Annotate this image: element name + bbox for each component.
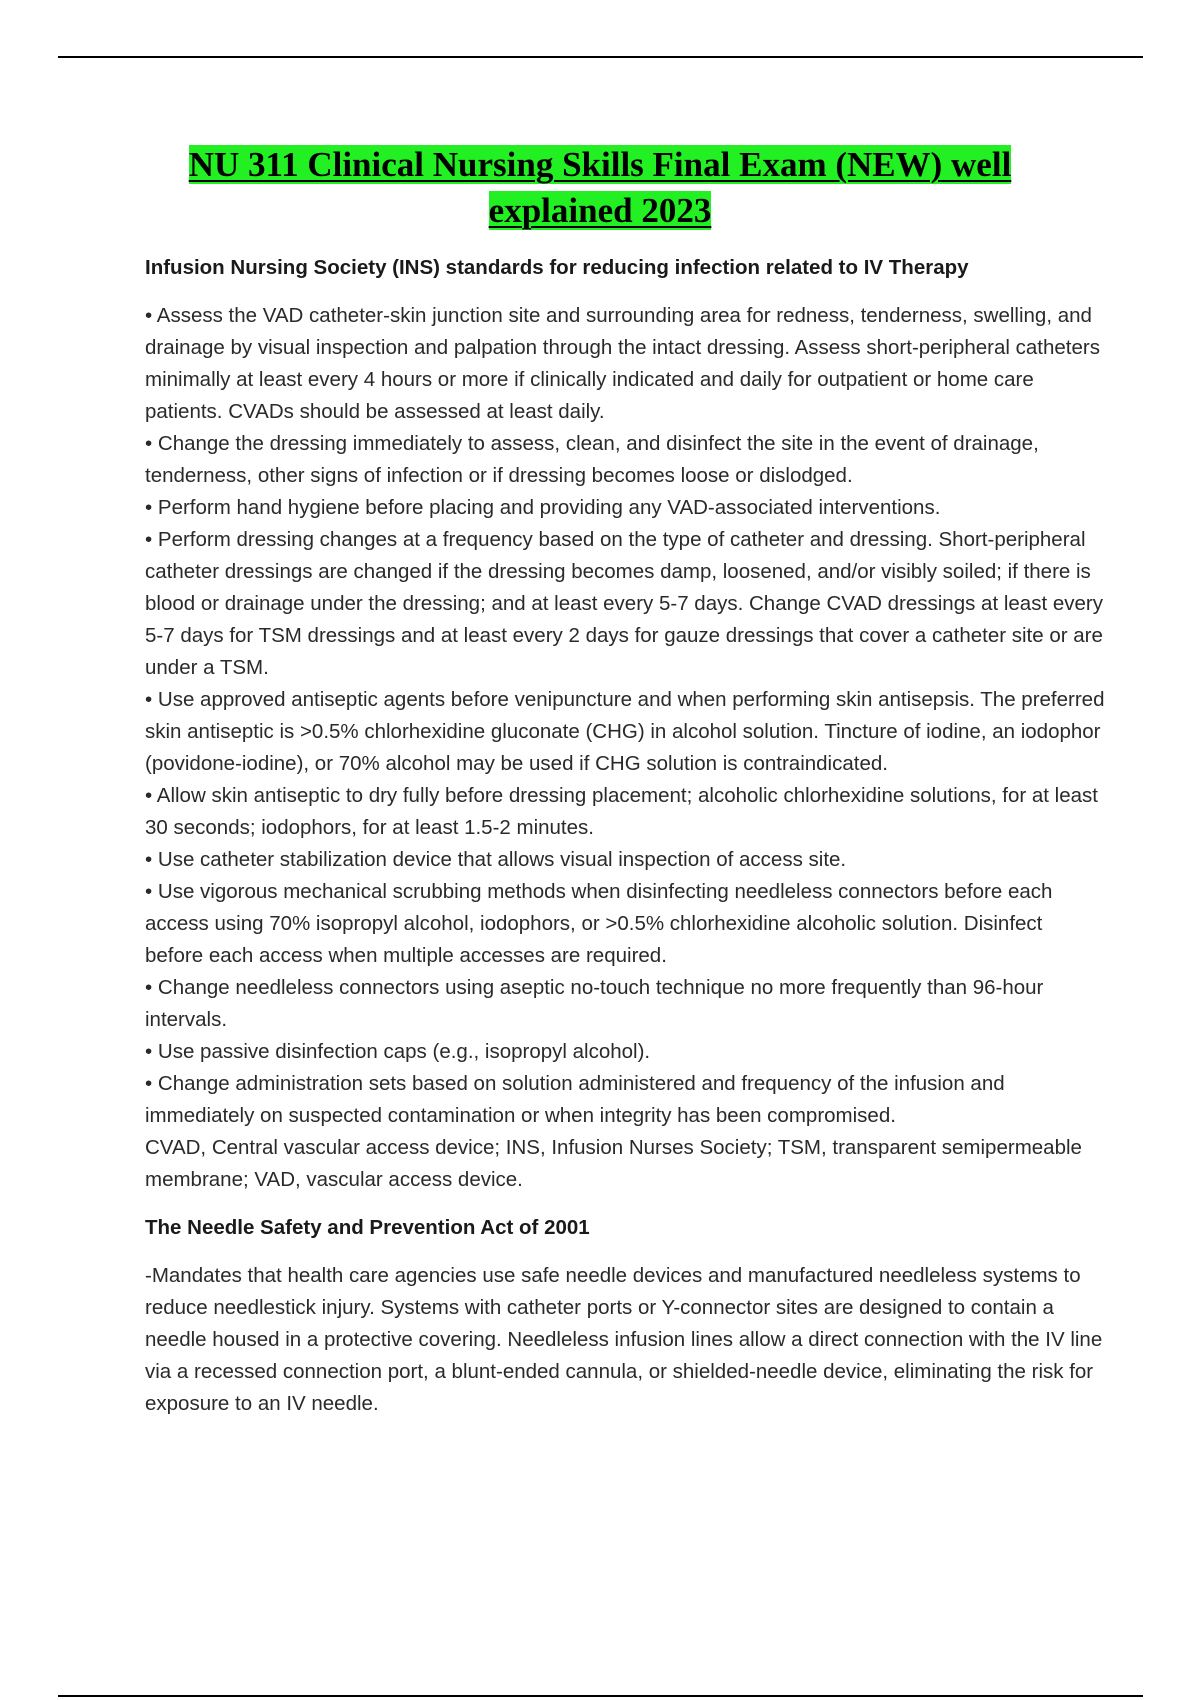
list-item (145, 1068, 1105, 1132)
ins-standards-list (145, 300, 1105, 1132)
list-item (145, 876, 1105, 972)
list-item (145, 972, 1105, 1036)
list-item-text: Perform hand hygiene before placing and providing any VAD-associated interventions. (157, 496, 941, 519)
list-item (145, 300, 1105, 428)
list-item-text: Use catheter stabilization device that allows visual inspection of access site. (157, 848, 847, 871)
needle-safety-heading: The Needle Safety and Prevention Act of 2001 (145, 1216, 590, 1239)
page-title (100, 142, 1100, 234)
list-item (145, 524, 1105, 684)
list-item-text: Allow skin antiseptic to dry fully before dressing placement; alcoholic chlorhexidine solutions, for at least 30 seconds; iodophors, for at least 1.5-2 minutes. (145, 784, 1098, 839)
page-title-line1: NU 311 Clinical Nursing Skills Final Exam (NEW) well (188, 145, 1012, 184)
list-item-text: Perform dressing changes at a frequency based on the type of catheter and dressing. Short-peripheral catheter dressings are changed if the dressing becomes damp, loosened, and/or visibly soiled; if there is blood or drainage under the dressing; and at least every 5-7 days. Change CVAD dressings at least every 5-7 days for TSM dressings and at least every 2 days for gauze dressings that cover a catheter site or are under a TSM. (145, 528, 1103, 679)
list-item-text: Assess the VAD catheter-skin junction site and surrounding area for redness, tenderness, swelling, and drainage by visual inspection and palpation through the intact dressing. Assess short-peripheral catheters minimally at least every 4 hours or more if clinically indicated and daily for outpatient or home care patients. CVADs should be assessed at least daily. (145, 304, 1100, 423)
list-item-text: Use approved antiseptic agents before venipuncture and when performing skin antisepsis. The preferred skin antiseptic is >0.5% chlorhexidine gluconate (CHG) in alcohol solution. Tincture of iodine, an iodophor (povidone-iodine), or 70% alcohol may be used if CHG solution is contraindicated. (145, 688, 1105, 775)
bullet-icon: • (145, 688, 153, 711)
bullet-icon: • (145, 432, 153, 455)
list-item-text: Change the dressing immediately to assess, clean, and disinfect the site in the event of drainage, tenderness, other signs of infection or if dressing becomes loose or dislodged. (145, 432, 1039, 487)
bullet-icon: • (145, 528, 153, 551)
bullet-icon: • (145, 784, 153, 807)
top-rule (58, 56, 1143, 58)
bullet-icon: • (145, 976, 153, 999)
page-title-line2: explained 2023 (488, 191, 712, 230)
list-item (145, 428, 1105, 492)
bullet-icon: • (145, 848, 153, 871)
list-item (145, 492, 1105, 524)
bullet-icon: • (145, 496, 153, 519)
bullet-icon: • (145, 880, 153, 903)
list-item-text: Change needleless connectors using aseptic no-touch technique no more frequently than 96-hour intervals. (145, 976, 1044, 1031)
needle-safety-paragraph: -Mandates that health care agencies use safe needle devices and manufactured needleless systems to reduce needlestick injury. Systems with catheter ports or Y-connector sites are designed to contain a needle housed in a protective covering. Needleless infusion lines allow a direct connection with the IV line via a recessed connection port, a blunt-ended cannula, or shielded-needle device, eliminating the risk for exposure to an IV needle. (145, 1264, 1103, 1415)
ins-standards-section (145, 252, 1105, 1196)
list-item (145, 844, 1105, 876)
list-item (145, 780, 1105, 844)
bullet-icon: • (145, 304, 153, 327)
list-item-text: Use passive disinfection caps (e.g., isopropyl alcohol). (157, 1040, 651, 1063)
list-item (145, 684, 1105, 780)
needle-safety-section (145, 1212, 1105, 1420)
document-body (145, 252, 1105, 1420)
bullet-icon: • (145, 1040, 153, 1063)
list-item-text: Use vigorous mechanical scrubbing methods when disinfecting needleless connectors before each access using 70% isopropyl alcohol, iodophors, or >0.5% chlorhexidine alcoholic solution. Disinfect before each access when multiple accesses are required. (145, 880, 1053, 967)
bottom-rule (58, 1695, 1143, 1697)
bullet-icon: • (145, 1072, 153, 1095)
abbreviations-note: CVAD, Central vascular access device; INS, Infusion Nurses Society; TSM, transparent semipermeable membrane; VAD, vascular access device. (145, 1136, 1082, 1191)
list-item (145, 1036, 1105, 1068)
ins-standards-heading: Infusion Nursing Society (INS) standards for reducing infection related to IV Therapy (145, 256, 969, 279)
list-item-text: Change administration sets based on solution administered and frequency of the infusion and immediately on suspected contamination or when integrity has been compromised. (145, 1072, 1005, 1127)
